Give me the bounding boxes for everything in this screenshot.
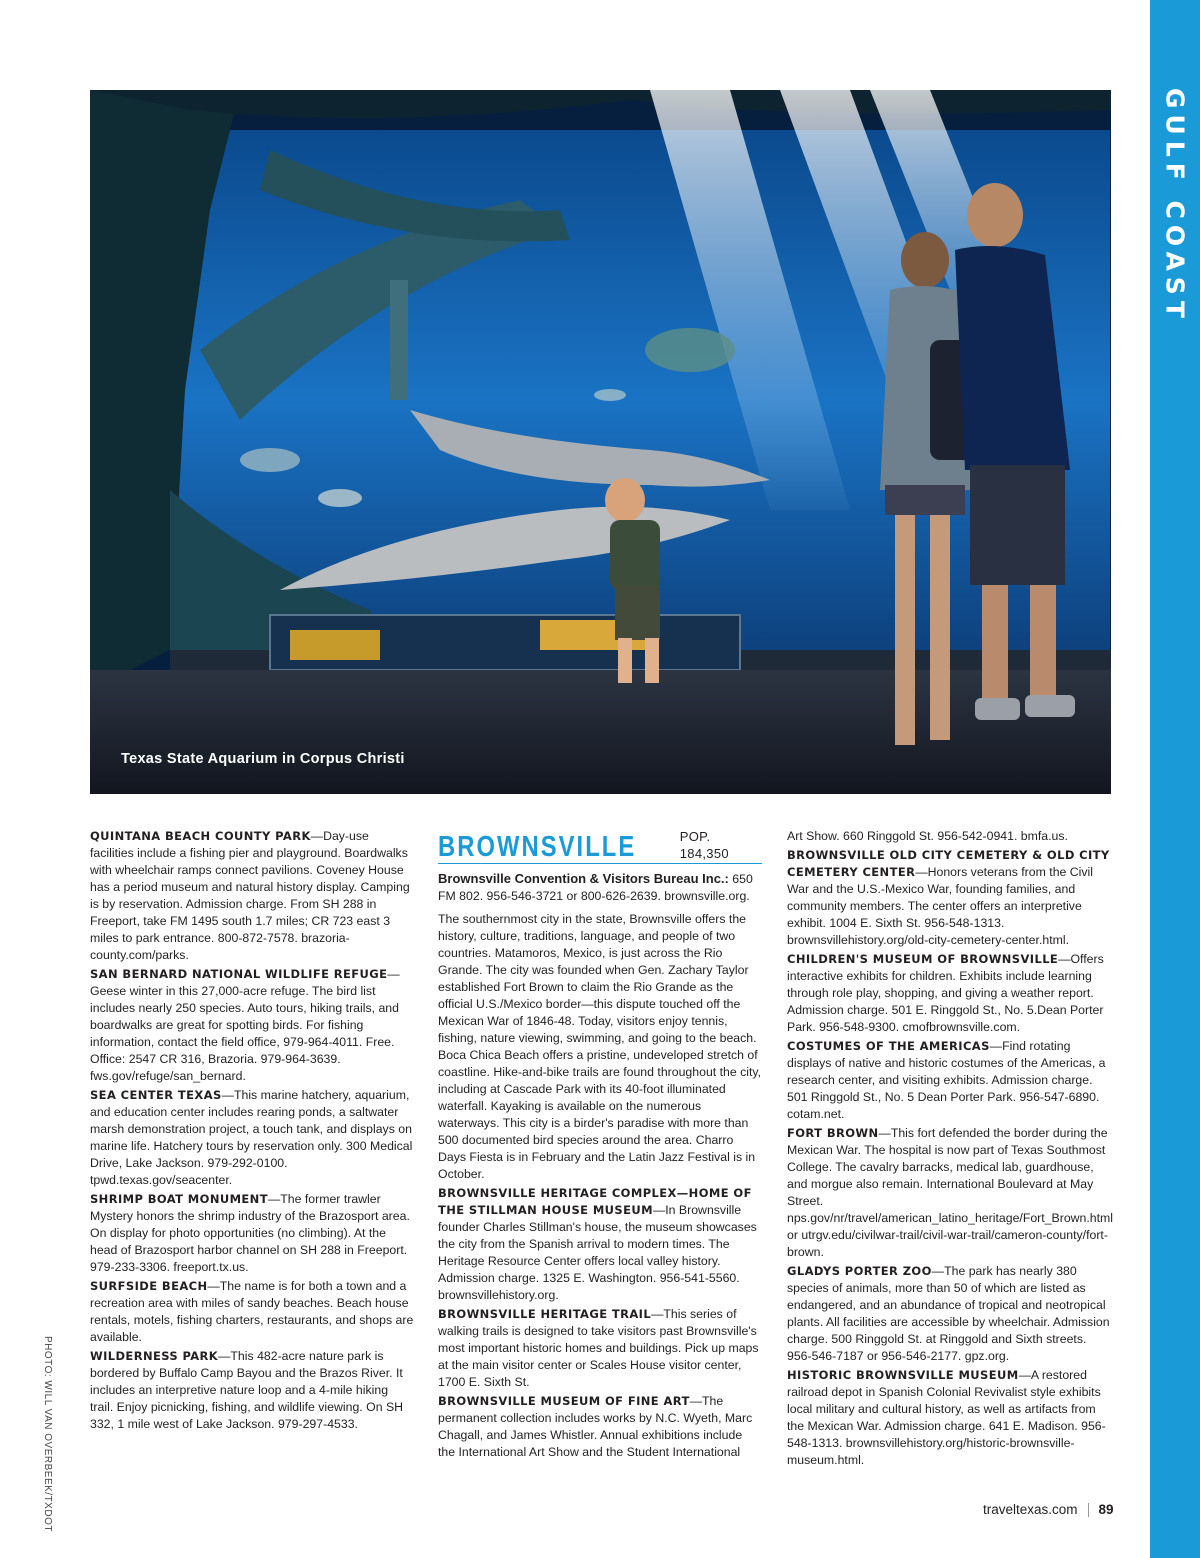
listing-body: —Find rotating displays of native and historic costumes of the Americas, a research center, and visiting exhibits. Admission charge. 501 Ringgold St., No. 5 Dean Porter Park. 956-547-6890. cotam.net. — [787, 1039, 1106, 1121]
listing-title: BROWNSVILLE MUSEUM OF FINE ART — [438, 1394, 690, 1408]
page-footer — [983, 1502, 1114, 1517]
listing-title: CHILDREN'S MUSEUM OF BROWNSVILLE — [787, 952, 1059, 966]
column-1 — [90, 828, 414, 1435]
listing-entry — [787, 1038, 1111, 1123]
listing-title: BROWNSVILLE HERITAGE TRAIL — [438, 1307, 652, 1321]
column-2-entries — [438, 1185, 762, 1461]
city-population: POP. 184,350 — [679, 829, 729, 861]
section-tab-label: GULF COAST — [1160, 88, 1190, 324]
listing-entry — [787, 1367, 1111, 1469]
page-number: 89 — [1098, 1502, 1114, 1517]
photo-caption: Texas State Aquarium in Corpus Christi — [121, 751, 405, 767]
listing-entry — [90, 828, 414, 964]
listing-title: SAN BERNARD NATIONAL WILDLIFE REFUGE — [90, 967, 388, 981]
listing-body: —A restored railroad depot in Spanish Colonial Revivalist style exhibits local military and cultural history, as well as artifacts from the Mexican War. Admission charge. 641 E. Madison. 956-548-1313. brownsvillehistory.org/historic-brownsville-museum.html. — [787, 1368, 1106, 1467]
listing-title: QUINTANA BEACH COUNTY PARK — [90, 829, 311, 843]
column-2 — [438, 828, 762, 1463]
listing-entry — [787, 847, 1111, 949]
listing-title: SHRIMP BOAT MONUMENT — [90, 1192, 268, 1206]
photo-credit: PHOTO: WILL VAN OVERBEEK/TXDOT — [42, 1336, 53, 1532]
listing-entry — [90, 1087, 414, 1189]
listing-title: BROWNSVILLE OLD CITY CEMETERY & OLD CITY CEMETERY CENTER — [787, 848, 1110, 879]
listing-title: SEA CENTER TEXAS — [90, 1088, 222, 1102]
listing-body: —This fort defended the border during the Mexican War. The hospital is now part of Texas Southmost College. The cavalry barracks, medical lab, guardhouse, and morgue also remain. International Boulevard at May Street. nps.gov/nr/travel/american_latino_heritage/Fort_Brown.html or utrgv.edu/civilwar-trail/civil-war-trail/cameron-county/fort-brown. — [787, 1126, 1114, 1259]
listing-body: —In Brownsville founder Charles Stillman's house, the museum showcases the city from the Spanish arrival to modern times. The Heritage Resource Center offers local valley history. Admission charge. 1325 E. Washington. 956-541-5560. brownsvillehistory.org. — [438, 1203, 757, 1302]
listing-title: HISTORIC BROWNSVILLE MUSEUM — [787, 1368, 1019, 1382]
listing-entry — [787, 1263, 1111, 1365]
listing-title: BROWNSVILLE HERITAGE COMPLEX—HOME OF THE STILLMAN HOUSE MUSEUM — [438, 1186, 752, 1217]
listing-entry — [90, 1278, 414, 1346]
listing-title: FORT BROWN — [787, 1126, 879, 1140]
listing-body: —This 482-acre nature park is bordered by Buffalo Camp Bayou and the Brazos River. It includes an interpretive nature loop and a 4-mile hiking trail. Enjoy picnicking, fishing, and wildlife viewing. On SH 332, 1 mile west of Lake Jackson. 979-297-4533. — [90, 1349, 404, 1431]
listing-body: —The name is for both a town and a recreation area with miles of sandy beaches. Beach house rentals, motels, fishing charters, restaurants, and shops are available. — [90, 1279, 414, 1344]
bureau-name: Brownsville Convention & Visitors Bureau Inc.: — [438, 871, 729, 886]
listing-body: —The park has nearly 380 species of animals, more than 50 of which are listed as endangered, and an abundance of tropical and neotropical plants. All facilities are accessible by wheelchair. Admission charge. 500 Ringgold St. at Ringgold and Sixth streets. 956-546-7187 or 956-546-2177. gpz.org. — [787, 1264, 1110, 1363]
hero-photo — [90, 90, 1111, 794]
city-header — [438, 828, 762, 864]
aquarium-illustration — [90, 90, 1111, 794]
listing-entry — [90, 966, 414, 1085]
listing-body: —This marine hatchery, aquarium, and education center includes rearing ponds, a saltwater marsh demonstration project, a touch tank, and displays on marine life. Hatchery tours by reservation only. 300 Medical Drive, Lake Jackson. 979-292-0100. tpwd.texas.gov/seacenter. — [90, 1088, 413, 1187]
listing-body: —Geese winter in this 27,000-acre refuge. The bird list includes nearly 250 species. Auto tours, hiking trails, and boardwalks are great for spotting birds. For fishing information, contact the field office, 979-964-4011. Free. Office: 2547 CR 316, Brazoria. 979-964-3639. fws.gov/refuge/san_bernard. — [90, 967, 400, 1083]
listing-entry — [90, 1191, 414, 1276]
listing-body: —The former trawler Mystery honors the shrimp industry of the Brazosport area. On display for photo opportunities (no climbing). At the head of Brazosport harbor channel on SH 288 in Freeport. 979-233-3306. freeport.tx.us. — [90, 1192, 410, 1274]
listing-entry — [787, 1125, 1114, 1261]
listing-body: —Offers interactive exhibits for children. Exhibits include learning through role play, shopping, and giving a weather report. Admission charge. 501 E. Ringgold St., No. 5.Dean Porter Park. 956-548-9300. cmofbrownsville.com. — [787, 952, 1104, 1034]
bureau-info: 650 FM 802. 956-546-3721 or 800-626-2639. brownsville.org. — [438, 872, 753, 903]
column-3-entries — [787, 847, 1114, 1469]
listing-title: WILDERNESS PARK — [90, 1349, 219, 1363]
listing-body: —Honors veterans from the Civil War and the U.S.-Mexico War, founding families, and community members. The center offers an interpretive exhibit. 1004 E. Sixth St. 956-548-1313. brownsvillehistory.org/old-city-cemetery-center.html. — [787, 865, 1094, 947]
listing-entry — [438, 1306, 762, 1391]
city-title: BROWNSVILLE — [438, 831, 637, 863]
continued-text: Art Show. 660 Ringgold St. 956-542-0941. bmfa.us. — [787, 829, 1068, 843]
column-3 — [787, 828, 1114, 1471]
listing-body: —This series of walking trails is designed to take visitors past Brownsville's most important historic homes and buildings. Pick up maps at the main visitor center or Scales House visitor center, 1700 E. Sixth St. — [438, 1307, 759, 1389]
listing-body: —The permanent collection includes works by N.C. Wyeth, Marc Chagall, and James Whistler. Annual exhibitions include the International Art Show and the Student International — [438, 1394, 753, 1459]
listing-entry — [438, 1393, 762, 1461]
listing-body: —Day-use facilities include a fishing pier and playground. Boardwalks with wheelchair ramps connect pavilions. Coveney House has a period museum and natural history display. Camping is by reservation. Admission charge. From SH 288 in Freeport, take FM 1495 south 1.7 miles; CR 723 east 3 miles to park entrance. 800-872-7578. brazoria-county.com/parks. — [90, 829, 410, 962]
listing-entry — [787, 951, 1111, 1036]
site-url[interactable]: traveltexas.com — [983, 1502, 1078, 1517]
listing-title: COSTUMES OF THE AMERICAS — [787, 1039, 990, 1053]
city-intro: The southernmost city in the state, Brownsville offers the history, culture, traditions, language, and people of two countries. Matamoros, Mexico, is just across the Rio Grande. The city was founded when Gen. Zachary Taylor established Fort Brown to claim the Rio Grande as the official U.S./Mexico border—this dispute touched off the Mexican War of 1846-48. Today, visitors enjoy tennis, fishing, nature viewing, swimming, and going to the beach. Boca Chica Beach offers a pristine, undeveloped stretch of coastline. Hike-and-bike trails are found throughout the city, including at Cascade Park with its 40-foot illuminated waterfall. Kayaking is available on the numerous waterways. This city is a birder's paradise with more than 500 documented bird species around the area. Charro Days Fiesta is in February and the Latin Jazz Festival is in October. — [438, 912, 762, 1181]
listing-entry — [438, 1185, 762, 1304]
listing-title: SURFSIDE BEACH — [90, 1279, 208, 1293]
visitors-bureau — [438, 870, 762, 905]
listing-entry — [90, 1348, 414, 1433]
footer-divider — [1088, 1503, 1089, 1517]
listing-title: GLADYS PORTER ZOO — [787, 1264, 932, 1278]
